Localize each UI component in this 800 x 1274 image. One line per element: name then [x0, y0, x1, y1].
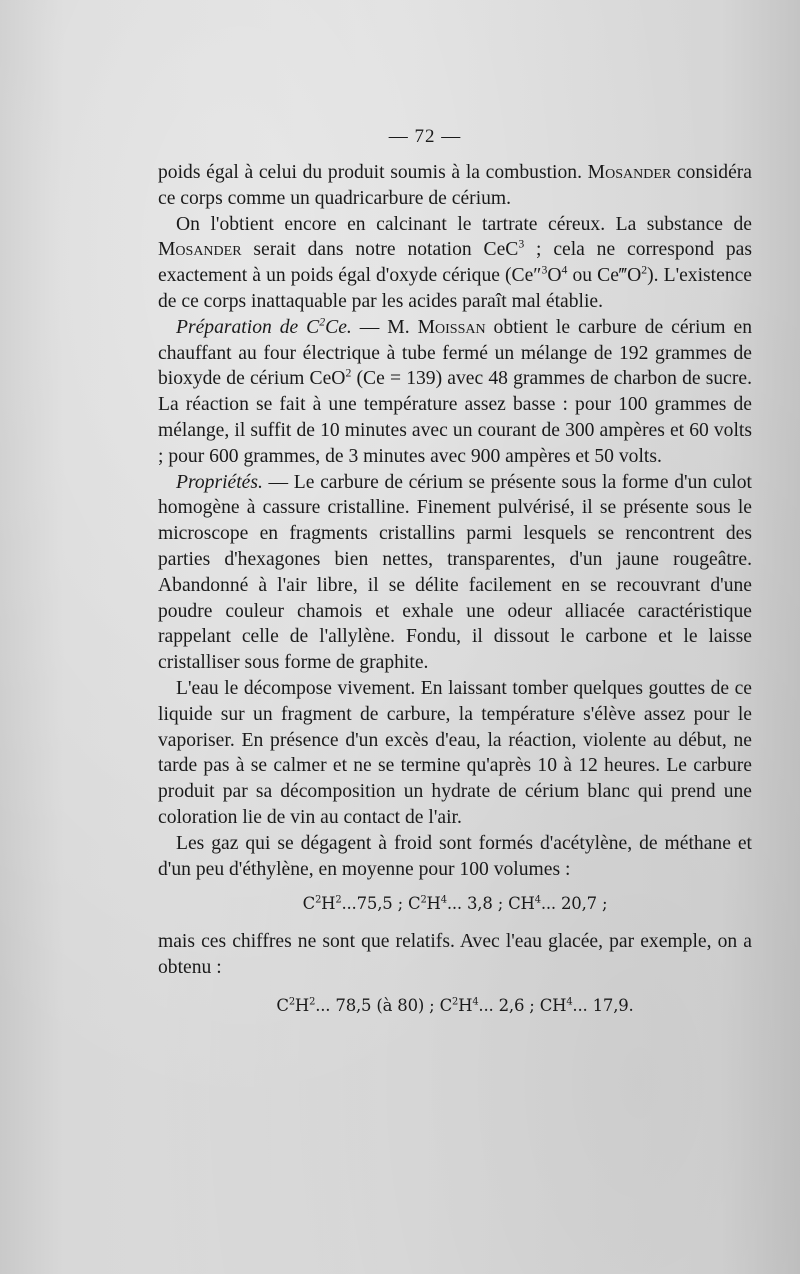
- paragraph-proprietes: Propriétés. — Le carbure de cérium se présente sous la forme d'un culot homogène à cassure cristalline. Finement pulvérisé, il se présente sous le microscope en fragments cristallins parmi lesquels se rencontrent des parties d'hexagones bien nettes, transparentes, d'un jaune rougeâtre. Abandonné à l'air libre, il se délite facilement en se recouvrant d'une poudre couleur chamois et exhale une odeur alliacée caractéristique rappelant celle de l'allylène. Fondu, il dissout le carbone et le laisse cristalliser sous forme de graphite.: [158, 471, 752, 674]
- paragraph-6: Les gaz qui se dégagent à froid sont formés d'acétylène, de méthane et d'un peu d'éthylène, en moyenne pour 100 volumes :: [158, 832, 752, 880]
- section-heading-preparation: Préparation de $C^2Ce$.: [176, 315, 352, 338]
- paragraph-preparation: Préparation de $C^2Ce$. — M. Moissan obtient le carbure de cérium en chauffant au four électrique à tube fermé un mélange de 192 grammes de bioxyde de cérium CeO$^2$ (Ce = 139) avec 48 grammes de charbon de sucre. La réaction se fait à une température assez basse : pour 100 grammes de mélange, il suffit de 10 minutes avec un courant de 300 ampères et 60 volts ; pour 600 grammes, de 3 minutes avec 900 ampères et 50 volts.: [158, 315, 752, 467]
- paragraph-5: L'eau le décompose vivement. En laissant tomber quelques gouttes de ce liquide sur un fragment de carbure, la température s'élève assez pour le vaporiser. En présence d'un excès d'eau, la réaction, violente au début, ne tarde pas à se calmer et ne se termine qu'après 10 à 12 heures. Le carbure produit par sa décomposition un hydrate de cérium blanc qui prend une coloration lie de vin au contact de l'air.: [158, 677, 752, 828]
- section-heading-proprietes: Propriétés.: [176, 471, 263, 493]
- paragraph-7: mais ces chiffres ne sont que relatifs. Avec l'eau glacée, par exemple, on a obtenu :: [158, 931, 752, 978]
- author-mosander: Mosander: [158, 239, 242, 261]
- paragraph-1: poids égal à celui du produit soumis à la combustion. Mosander considéra ce corps comme un quadricarbure de cérium.: [158, 162, 752, 209]
- paragraph-2: On l'obtient encore en calcinant le tartrate céreux. La substance de Mosander serait dans notre notation CeC$^3$ ; cela ne correspond pas exactement à un poids égal d'oxyde cérique ($Ce''^3O^4$ ou $Ce‴O^2$). L'existence de ce corps inattaquable par les acides paraît mal établie.: [158, 213, 753, 312]
- gas-formula-1: $C^2H^2...75,5$ ; $C^2H^4$... 3,8 ; $CH^4$... 20,7 ;: [302, 894, 608, 914]
- author-moissan: Moissan: [417, 316, 486, 338]
- gas-formula-2: $C^2H^2$... 78,5 (à 80) ; $C^2H^4$... 2,6 ; $CH^4$... 17,9.: [276, 995, 634, 1015]
- page-number: — 72 —: [388, 126, 462, 147]
- author-mosander: Mosander: [587, 162, 672, 183]
- body-text: [158, 160, 752, 1019]
